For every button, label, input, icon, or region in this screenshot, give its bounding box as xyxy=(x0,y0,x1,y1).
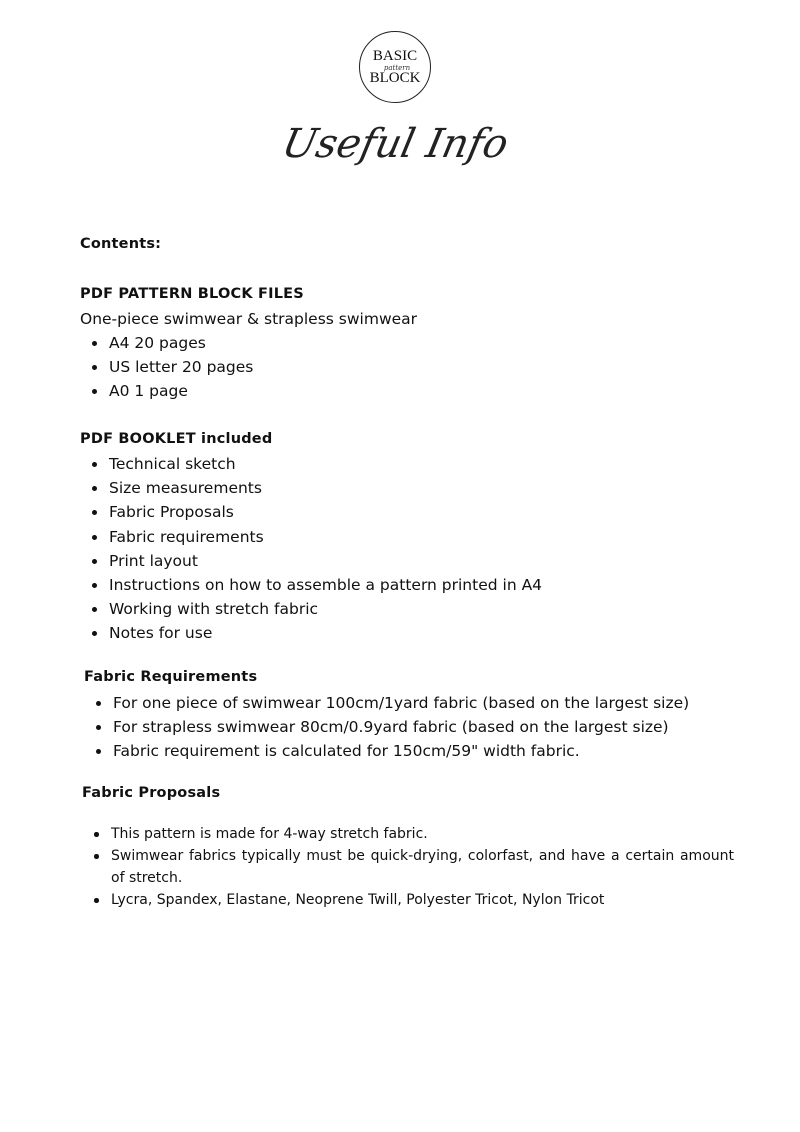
page-title xyxy=(270,102,530,182)
fabric-requirements-list xyxy=(84,691,689,764)
list-item: Size measurements xyxy=(80,476,542,500)
page-title-text: Useful Info xyxy=(278,119,513,167)
list-item: For strapless swimwear 80cm/0.9yard fabric (based on the largest size) xyxy=(84,715,689,739)
list-item: Fabric Proposals xyxy=(80,500,542,524)
list-item: A4 20 pages xyxy=(80,331,253,355)
pdf-pattern-list xyxy=(80,331,253,404)
pdf-booklet-heading: PDF BOOKLET included xyxy=(80,431,273,447)
list-item: A0 1 page xyxy=(80,379,253,403)
contents-heading: Contents: xyxy=(80,236,162,252)
pdf-pattern-subtitle: One-piece swimwear & strapless swimwear xyxy=(80,310,418,328)
list-item: This pattern is made for 4-way stretch fabric. xyxy=(82,823,734,845)
list-item: Notes for use xyxy=(80,621,542,645)
pdf-pattern-heading: PDF PATTERN BLOCK FILES xyxy=(80,286,304,302)
list-item: US letter 20 pages xyxy=(80,355,253,379)
list-item: Swimwear fabrics typically must be quick-drying, colorfast, and have a certain amount of stretch. xyxy=(82,845,734,889)
list-item: For one piece of swimwear 100cm/1yard fabric (based on the largest size) xyxy=(84,691,689,715)
list-item: Technical sketch xyxy=(80,452,542,476)
logo-text-block: BLOCK xyxy=(369,70,421,86)
pdf-booklet-list xyxy=(80,452,542,646)
list-item: Lycra, Spandex, Elastane, Neoprene Twill, Polyester Tricot, Nylon Tricot xyxy=(82,889,734,911)
fabric-proposals-list xyxy=(82,823,734,911)
list-item: Fabric requirements xyxy=(80,525,542,549)
fabric-requirements-heading: Fabric Requirements xyxy=(84,669,258,685)
logo-text-basic: BASIC xyxy=(372,48,418,64)
fabric-proposals-heading: Fabric Proposals xyxy=(82,785,221,801)
brand-logo xyxy=(358,30,432,104)
list-item: Instructions on how to assemble a pattern printed in A4 xyxy=(80,573,542,597)
list-item: Fabric requirement is calculated for 150cm/59" width fabric. xyxy=(84,739,689,763)
logo-text-pattern: pattern xyxy=(383,64,411,72)
list-item: Working with stretch fabric xyxy=(80,597,542,621)
list-item: Print layout xyxy=(80,549,542,573)
